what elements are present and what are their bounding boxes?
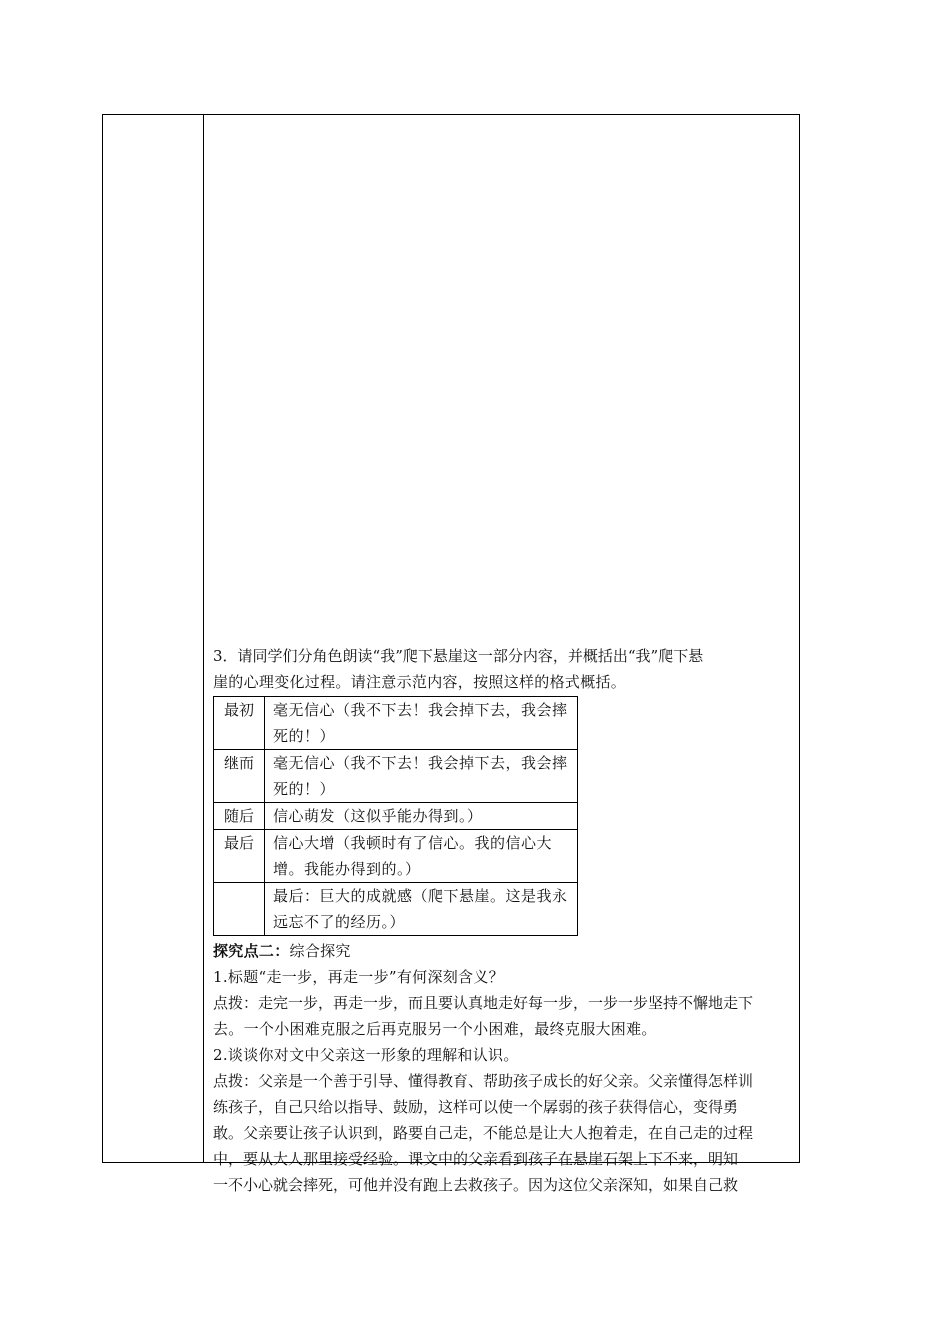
- stage-label: 继而: [214, 750, 265, 803]
- table-row: [214, 803, 578, 830]
- content-area: [213, 643, 793, 1198]
- answer-1-line2: 去。一个小困难克服之后再克服另一个小困难，最终克服大困难。: [213, 1020, 657, 1038]
- table-column-divider: [203, 114, 204, 1163]
- answer-2-line5: 一不小心就会摔死，可他并没有跑上去救孩子。因为这位父亲深知，如果自己救: [213, 1176, 739, 1194]
- table-row: [214, 830, 578, 883]
- stage-label: 随后: [214, 803, 265, 830]
- stage-label: 最后: [214, 830, 265, 883]
- question-1: 1.标题“走一步，再走一步”有何深刻含义？: [213, 968, 504, 986]
- stage-desc: 毫无信心（我不下去！我会掉下去，我会摔死的！）: [265, 697, 578, 750]
- answer-2-line1: 点拨：父亲是一个善于引导、懂得教育、帮助孩子成长的好父亲。父亲懂得怎样训: [213, 1072, 754, 1090]
- answer-1-line1: 点拨：走完一步，再走一步，而且要认真地走好每一步，一步一步坚持不懈地走下: [213, 994, 754, 1012]
- question-2: 2.谈谈你对文中父亲这一形象的理解和认识。: [213, 1046, 519, 1064]
- stage-label: [214, 883, 265, 936]
- stage-desc: 信心大增（我顿时有了信心。我的信心大增。我能办得到的。）: [265, 830, 578, 883]
- explore2-heading: [213, 938, 793, 964]
- answer-2-line2: 练孩子，自己只给以指导、鼓励，这样可以使一个孱弱的孩子获得信心，变得勇: [213, 1098, 739, 1116]
- stage-desc: 最后：巨大的成就感（爬下悬崖。这是我永远忘不了的经历。）: [265, 883, 578, 936]
- explore2-heading-bold: 探究点二：: [213, 942, 290, 960]
- explore2-heading-rest: 综合探究: [289, 942, 351, 960]
- answer-2-line3: 敢。父亲要让孩子认识到，路要自己走，不能总是让大人抱着走，在自己走的过程: [213, 1124, 754, 1142]
- section3-line2: 崖的心理变化过程。请注意示范内容，按照这样的格式概括。: [213, 673, 627, 691]
- table-row: [214, 883, 578, 936]
- table-row: [214, 697, 578, 750]
- answer-2-line4: 中，要从大人那里接受经验。课文中的父亲看到孩子在悬崖石架上下不来，明知: [213, 1150, 739, 1168]
- stage-desc: 毫无信心（我不下去！我会掉下去，我会摔死的！）: [265, 750, 578, 803]
- stage-desc: 信心萌发（这似乎能办得到。）: [265, 803, 578, 830]
- mood-change-table: [213, 696, 578, 936]
- section3-line1: 3．请同学们分角色朗读“我”爬下悬崖这一部分内容，并概括出“我”爬下悬: [213, 647, 704, 665]
- stage-label: 最初: [214, 697, 265, 750]
- table-row: [214, 750, 578, 803]
